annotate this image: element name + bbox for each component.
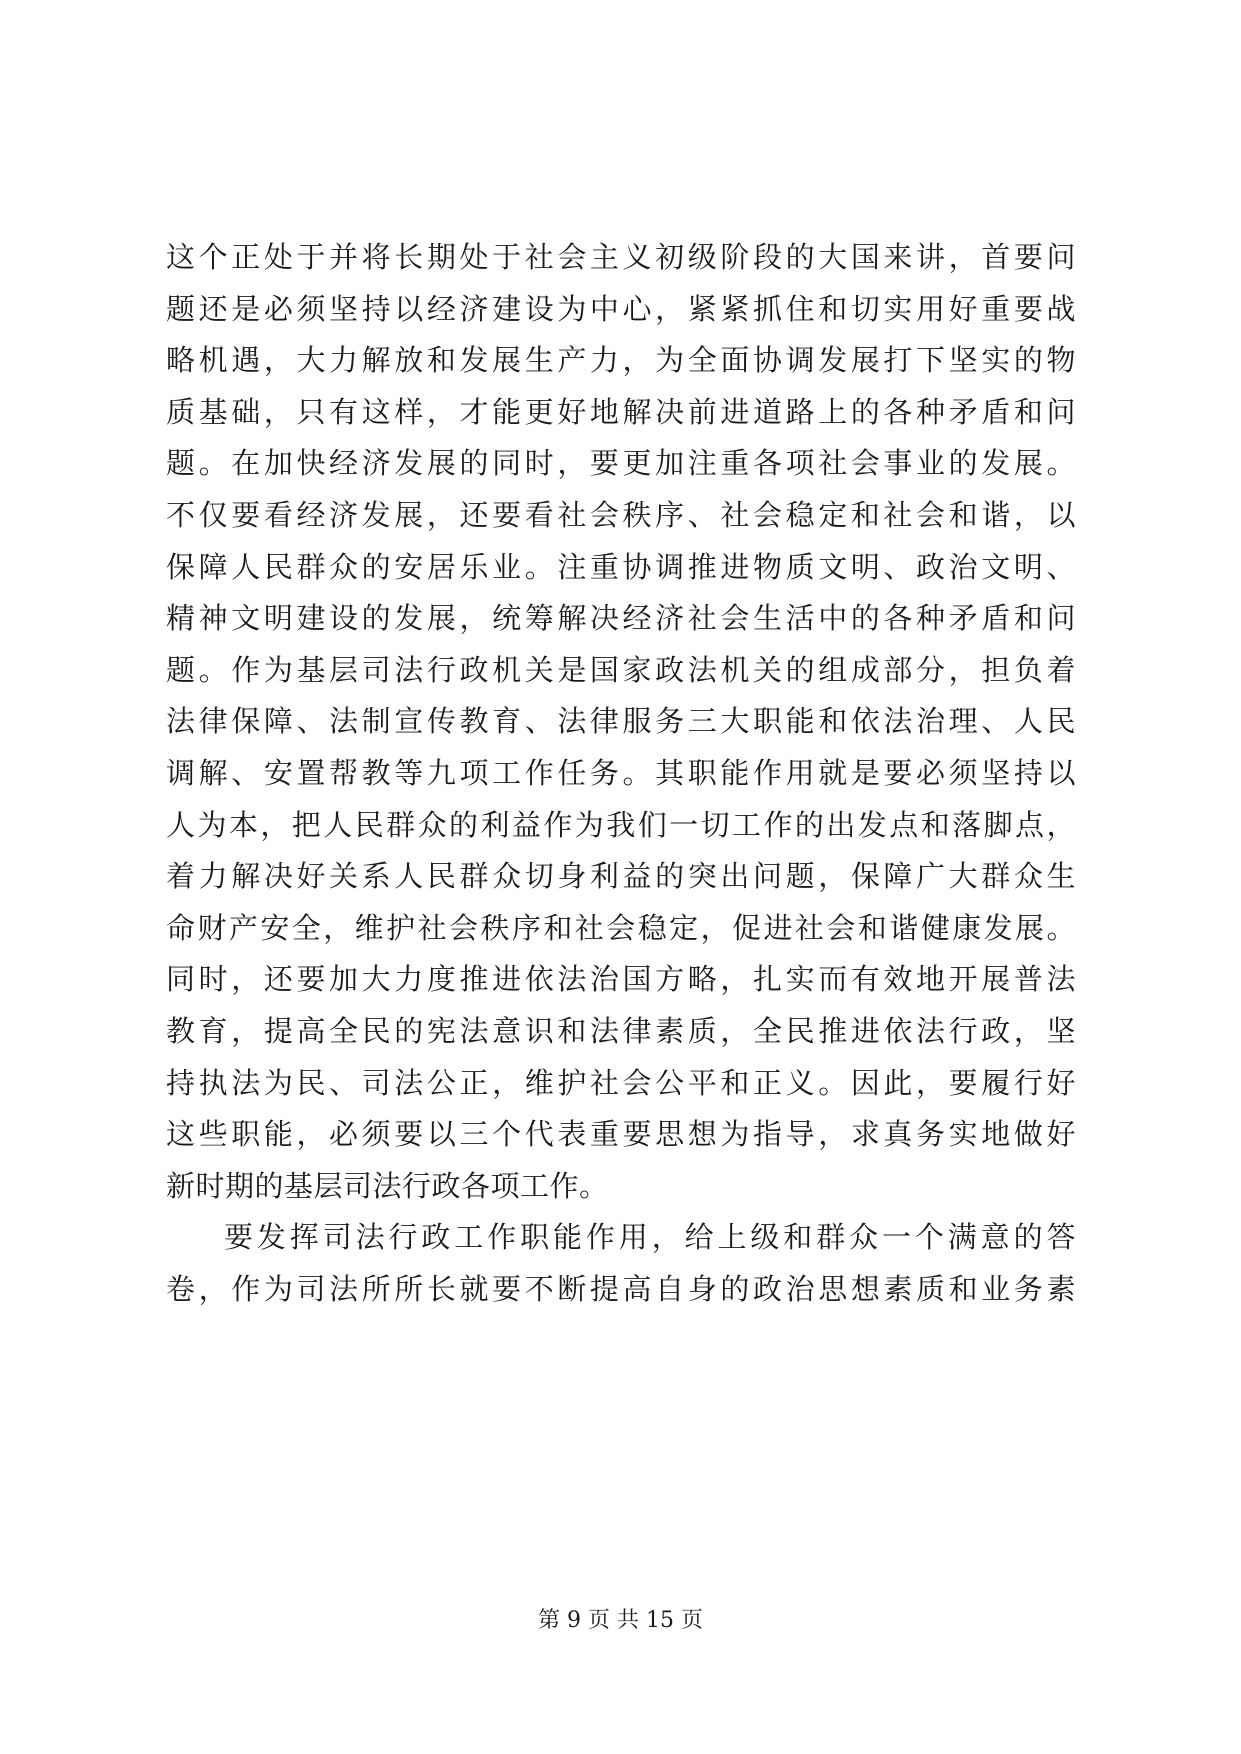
text-line: 要发挥司法行政工作职能作用，给上级和群众一个满意的答 [224,1220,1076,1255]
text-line: 着力解决好关系人民群众切身利益的突出问题，保障广大群众生 [166,859,1076,894]
text-line: 题还是必须坚持以经济建设为中心，紧紧抓住和切实用好重要战 [166,291,1076,326]
text-line: 题。在加快经济发展的同时，要更加注重各项社会事业的发展。 [166,446,1076,481]
text-line: 题。作为基层司法行政机关是国家政法机关的组成部分，担负着 [166,652,1076,687]
body-text [166,232,1076,1315]
text-line: 这个正处于并将长期处于社会主义初级阶段的大国来讲，首要问 [166,240,1076,274]
text-line: 略机遇，大力解放和发展生产力，为全面协调发展打下坚实的物 [166,343,1076,378]
text-line: 这些职能，必须要以三个代表重要思想为指导，求真务实地做好 [166,1117,1076,1152]
text-line: 人为本，把人民群众的利益作为我们一切工作的出发点和落脚点， [166,807,1076,842]
text-line: 质基础，只有这样，才能更好地解决前进道路上的各种矛盾和问 [166,394,1076,429]
text-line: 法律保障、法制宣传教育、法律服务三大职能和依法治理、人民 [166,704,1076,739]
page-footer [0,1606,1241,1636]
text-line: 持执法为民、司法公正，维护社会公平和正义。因此，要履行好 [166,1065,1076,1100]
page-number: 第 9 页 共 15 页 [538,1608,703,1633]
text-line: 同时，还要加大力度推进依法治国方略，扎实而有效地开展普法 [166,962,1076,997]
text-line: 保障人民群众的安居乐业。注重协调推进物质文明、政治文明、 [166,549,1076,584]
text-line: 新时期的基层司法行政各项工作。 [166,1168,609,1203]
text-line: 调解、安置帮教等九项工作任务。其职能作用就是要必须坚持以 [166,755,1076,790]
text-line: 不仅要看经济发展，还要看社会秩序、社会稳定和社会和谐，以 [166,497,1076,532]
text-line: 卷，作为司法所所长就要不断提高自身的政治思想素质和业务素 [166,1271,1076,1306]
text-line: 命财产安全，维护社会秩序和社会稳定，促进社会和谐健康发展。 [166,910,1076,945]
text-line: 教育，提高全民的宪法意识和法律素质，全民推进依法行政，坚 [166,1013,1076,1048]
text-line: 精神文明建设的发展，统筹解决经济社会生活中的各种矛盾和问 [166,601,1076,636]
